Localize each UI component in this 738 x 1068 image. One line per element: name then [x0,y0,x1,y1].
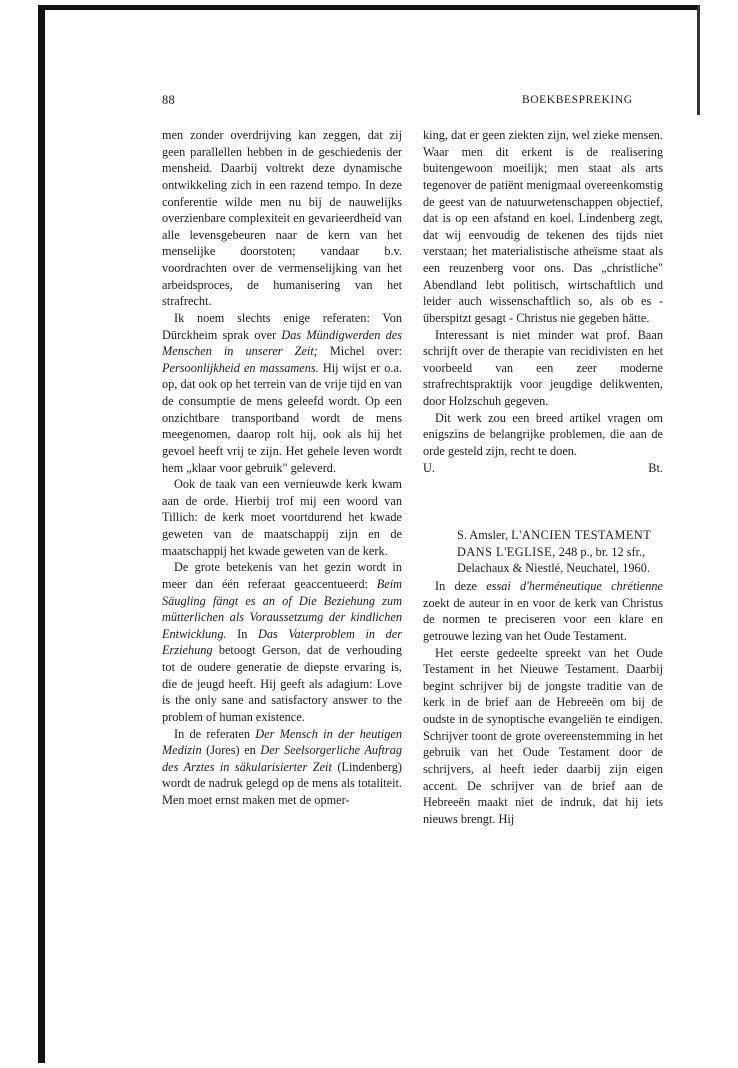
paragraph: Het eerste gedeelte spreekt van het Oude Testament in het Nieuwe Testament. Daarbij begint schrijver bij de jongste traditie van de kerk in de brief aan de Hebreeën om bij de oudste in de synoptische evangeliën te eindigen. Schrijver toont de grote overeenstemming in het gebruik van het Oude Testament door de schrijvers, al heeft ieder daarbij zijn eigen accent. De schrijver van de brief aan de Hebreeën maakt niet de indruk, dat hij iets nieuws brengt. Hij [423,645,663,826]
book-title: Beim Säugling fängt es an of Die Beziehung zum mütterlichen als Voraussetzumg der kindlichen Entwicklung. [162,576,402,641]
text-run: Ik noem slechts enige referaten: Von Dürckheim sprak over [162,310,402,342]
paragraph [162,310,402,476]
text-run: In de referaten [174,726,256,741]
paragraph [423,578,663,645]
right-column [423,127,663,827]
book-title: Das Vaterproblem in der Erziehung [162,626,402,658]
book-title: essai d'herméneutique chrétienne [486,579,663,593]
book-title: Persoonlijkheid en massamens. [162,360,319,375]
paragraph [162,559,402,725]
citation-details: 248 p., br. 12 sfr., Delachaux & Niestlé, Neuchatel, 1960. [457,544,650,576]
left-column [162,127,402,809]
text-run: In [226,626,258,641]
paragraph: Dit werk zou een breed artikel vragen om enigszins de belangrijke problemen, die aan de orde gesteld zijn, recht te doen. [423,410,663,458]
text-run: Hij wijst er o.a. op, dat ook op het terrein van de vrije tijd en van de consumptie de mens geleefd wordt. Op een onzichtbare transportband wordt de mens meegenomen, daarop rolt hij, ook als hij het gevoel heeft vrij te zijn. Het gehele leven wordt hem „klaar voor gebruik" geleverd. [162,360,402,475]
book-title: Das Mündigwerden des Menschen in unserer Zeit; [162,327,403,359]
text-run: (Jores) en [201,743,261,758]
paragraph [162,726,402,809]
text-run: betoogt Gerson, dat de verhouding tot de oudere generatie de diepste ervaring is, die de jeugd heeft. Hij geeft als adagium: Love is the only sane and satisfactory answer to the problem of human existence. [162,643,402,724]
signature-initial: U. [423,460,435,475]
running-title: BOEKBESPREKING [522,94,633,106]
paragraph: men zonder overdrijving kan zeggen, dat zij geen parallellen hebben in de geschiedenis der mensheid. Daarbij voltrekt deze dynamische ontwikkeling zich in een razend tempo. In deze conferentie wilde men nu bij de nauwelijks overzienbare complexiteit en gevarieerdheid van alle levensgebeuren naar de kern van het menselijke doorstoten; vandaar b.v. voordrachten over de vermenselijking van het arbeidsproces, de humanisering van het strafrecht. [162,128,402,309]
book-citation [423,527,663,577]
paragraph: Ook de taak van een vernieuwde kerk kwam aan de orde. Hierbij trof mij een woord van Tillich: de kerk moet voortdurend het kwade geweten van de maatschappij zijn en de maatschappij het kwade geweten van de kerk. [162,477,402,558]
page-number: 88 [162,93,176,107]
book-title: Der Seelsorgerliche Auftrag des Arztes in säkularisierter Zeit [162,743,402,774]
text-run: In deze [435,579,487,593]
review-signature [423,460,663,477]
book-title: Der Mensch in der heutigen Medizin [162,726,402,758]
paragraph: Interessant is niet minder wat prof. Baan schrijft over de therapie van recidivisten en het voorbeeld van een zeer moderne strafrechtspraktijk voor jeugdige delikwenten, door Holzschuh gegeven. [423,327,663,408]
scan-border-left [38,5,45,1063]
text-run: De grote betekenis van het gezin wordt in meer dan één referaat geaccentueerd: [162,560,402,591]
signature-initials: Bt. [648,460,663,475]
scan-border-right [697,5,700,115]
scan-border-top [38,5,700,10]
text-run: (Lindenberg) wordt de nadruk gelegd op de mens als totaliteit. Men moet ernst maken met de opmer- [162,759,402,807]
text-run: zoekt de auteur in en voor de kerk van Christus de normen te preciseren voor een klare en getrouwe lezing van het Oude Testament. [423,595,663,643]
text-run: Michel over: [317,344,402,359]
paragraph: king, dat er geen ziekten zijn, wel zieke mensen. Waar men dit erkent is de realisering buitengewoon moeilijk; men staat als arts tegenover de patiënt menigmaal overeenkomstig de geest van de natuurwetenschappen objectief, dat is op een afstand en koel. Lindenberg zegt, dat wij eenvoudig de tekenen des tijds niet verstaan; het materialistische atheïsme staat als een reuzenberg voor ons. Das „christliche" Abendland lebt politisch, wirtschaftlich und leider auch wissenschaftlich so, als ob es - überspitzt gesagt - Christus nie gegeben hätte. [423,128,663,325]
citation-author: S. Amsler, [457,528,512,543]
citation-title: L'ANCIEN TESTAMENT DANS L'EGLISE, [457,528,652,559]
